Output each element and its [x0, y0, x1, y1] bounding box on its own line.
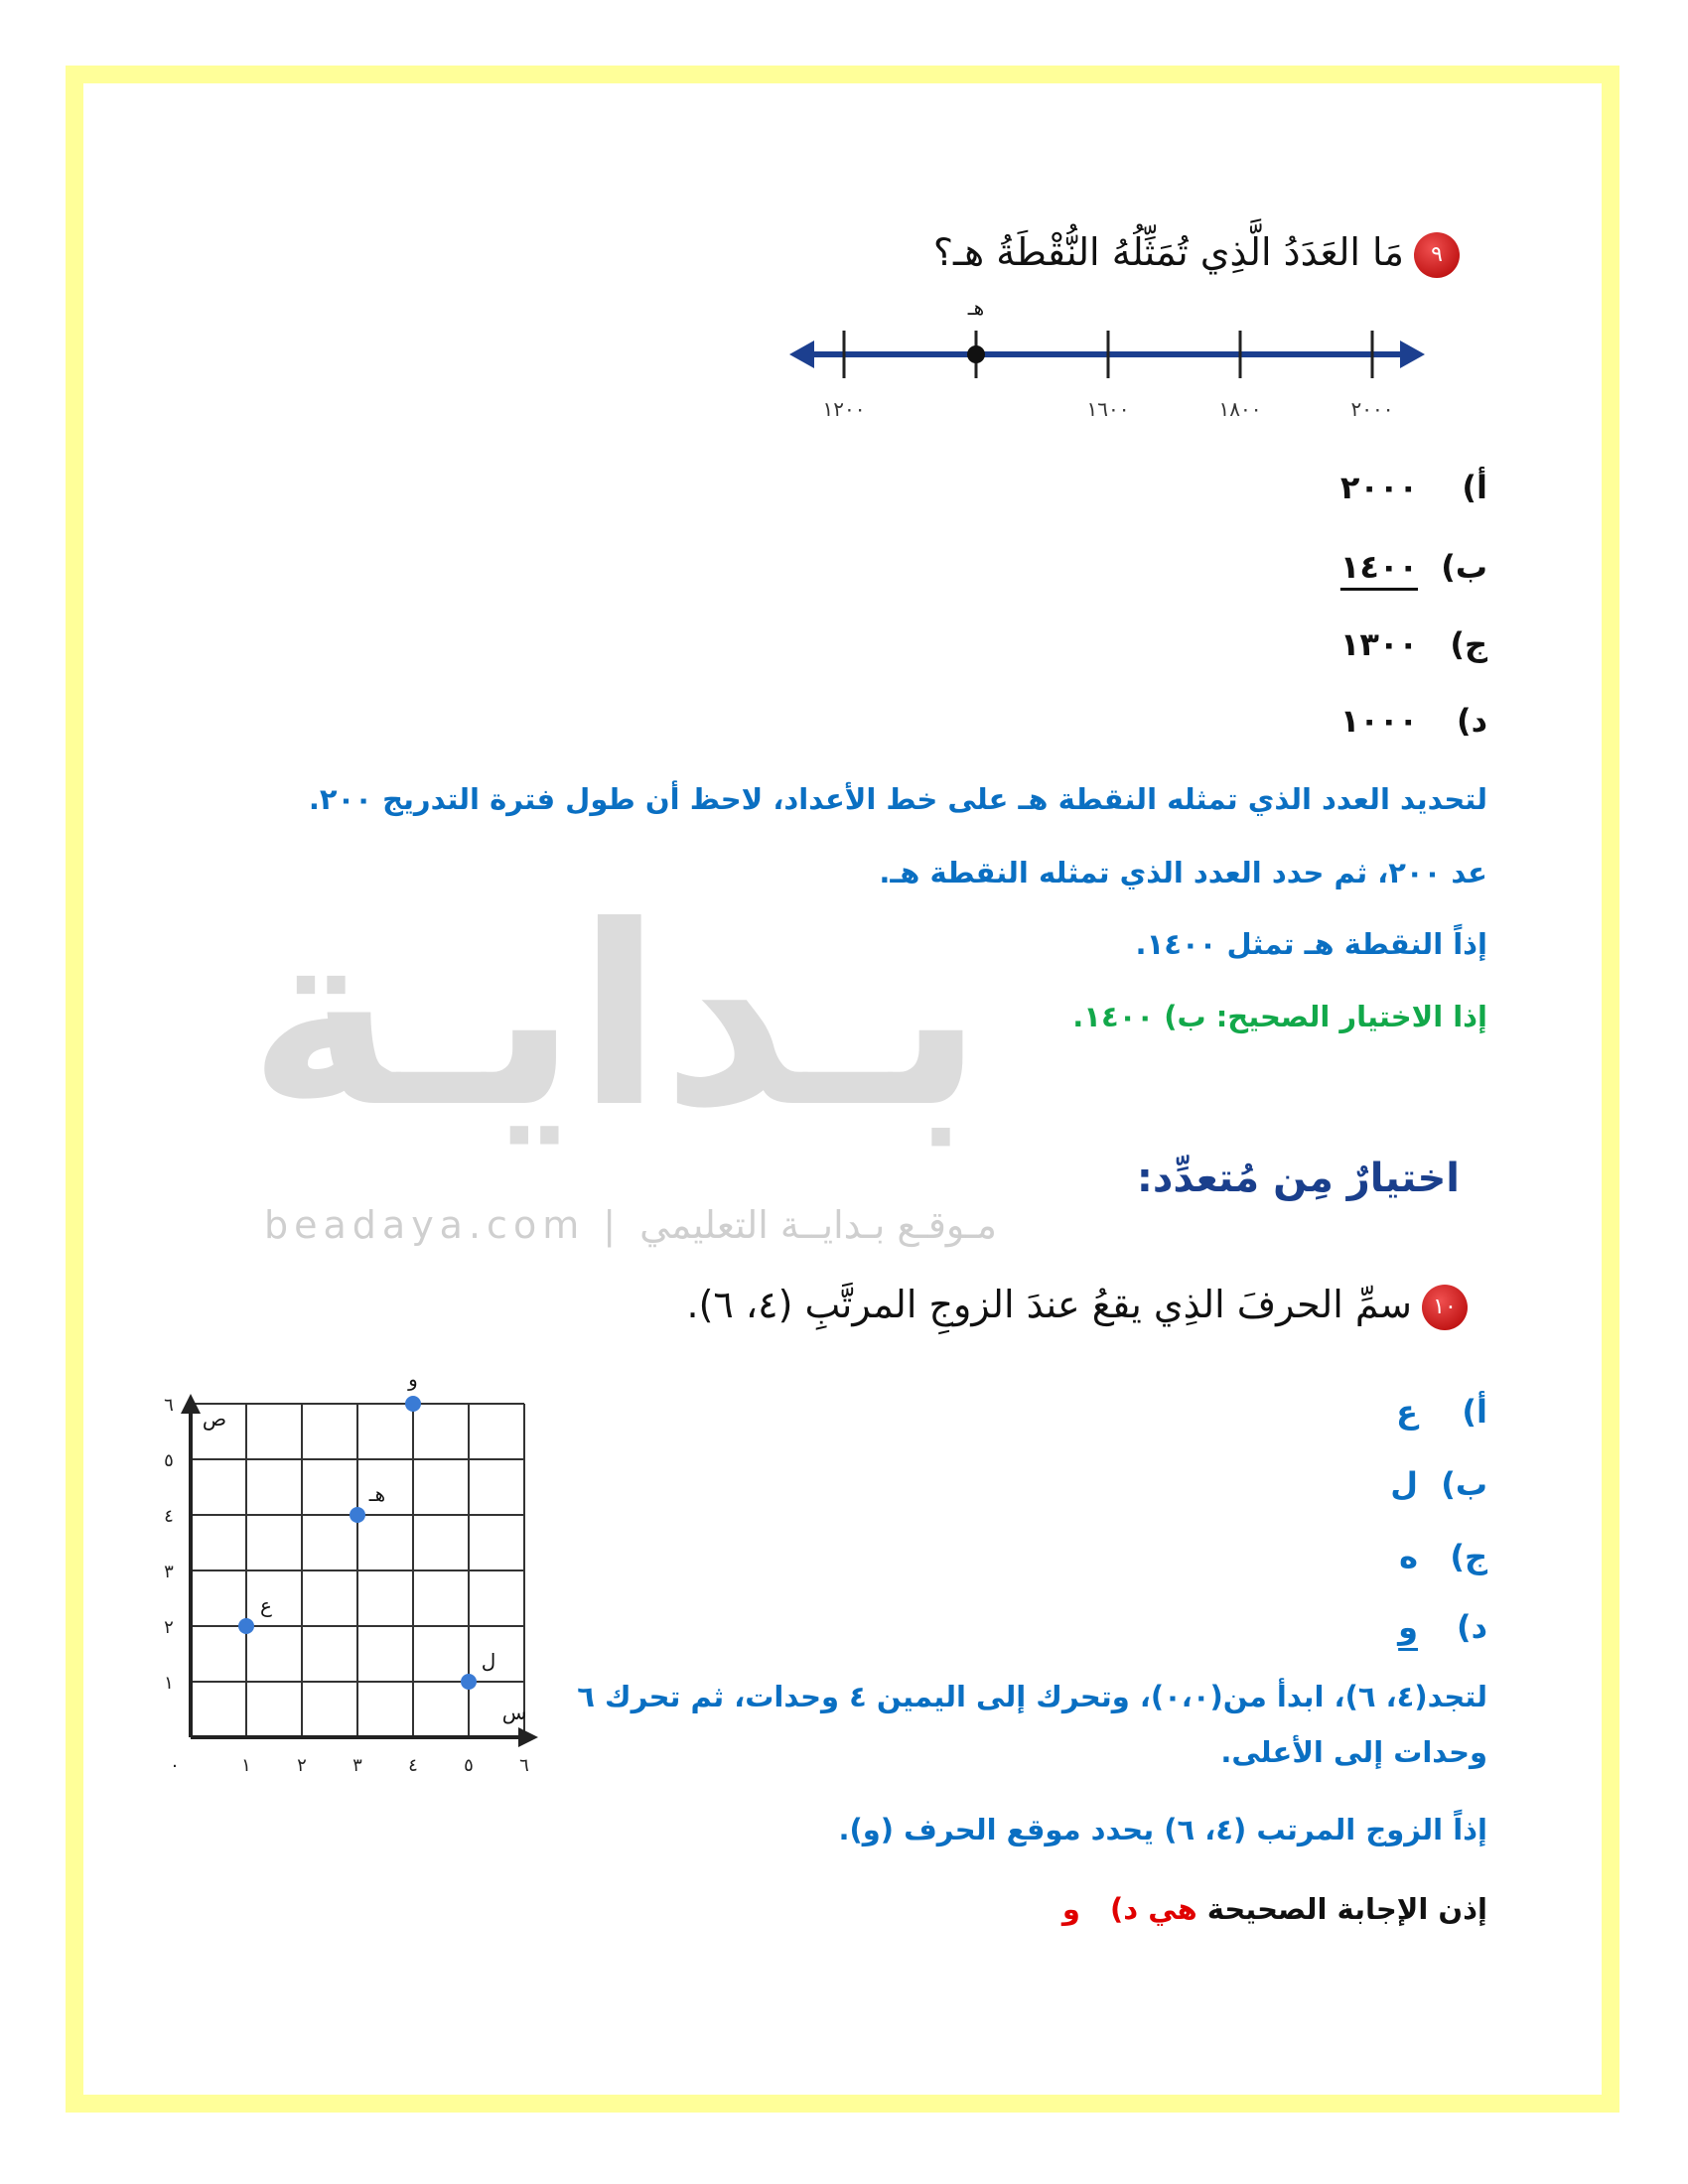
x-arrow-icon [518, 1727, 538, 1747]
option-letter: د) [1456, 1608, 1487, 1646]
watermark-logo: بـدايـة [248, 873, 984, 1161]
x-tick-label: ٥ [464, 1755, 474, 1776]
explanation-line: عد ٢٠٠، ثم حدد العدد الذي تمثله النقطة هـ. [879, 856, 1487, 889]
grid-point [461, 1674, 477, 1690]
explanation-line: إذاً النقطة هـ تمثل ١٤٠٠. [1135, 927, 1487, 961]
y-tick-label: ٦ [164, 1395, 174, 1416]
option-value: ٢٠٠٠ [1339, 469, 1418, 506]
number-line [784, 288, 1430, 437]
final-answer-value: و [1061, 1892, 1080, 1926]
section-header: اختيارٌ مِن مُتعدِّد: [1136, 1156, 1460, 1201]
final-answer-letter: د) [1109, 1892, 1139, 1926]
option-value: ١٤٠٠ [1339, 548, 1418, 586]
point-marker [967, 345, 985, 363]
x-tick-label: ٠ [170, 1755, 180, 1776]
y-tick-label: ١ [164, 1673, 174, 1694]
grid-point-label: ع [260, 1593, 272, 1617]
option-letter: أ) [1462, 469, 1487, 506]
x-axis-label: س [501, 1701, 527, 1724]
question-10 [686, 1283, 1468, 1330]
option-value: ع [1396, 1393, 1418, 1431]
grid-point-label: هـ [368, 1482, 386, 1506]
option-value: ١٠٠٠ [1339, 702, 1418, 740]
x-tick-label: ٤ [408, 1755, 418, 1776]
explanation-line: وحدات إلى الأعلى. [1220, 1735, 1487, 1769]
explanation-line: إذاً الزوج المرتب (٤، ٦) يحدد موقع الحرف (و). [838, 1813, 1487, 1846]
y-tick-label: ٢ [164, 1617, 174, 1638]
explanation-line: لتجد(٤، ٦)، ابدأ من(٠،٠)، وتحرك إلى اليمين ٤ وحدات، ثم تحرك ٦ [577, 1680, 1487, 1713]
grid-point [350, 1507, 365, 1523]
x-tick-label: ٦ [519, 1755, 529, 1776]
option-4 [1340, 702, 1487, 740]
answer-line: إذا الاختيار الصحيح: ب) ١٤٠٠. [1072, 1000, 1487, 1033]
option-letter: د) [1456, 702, 1487, 740]
option-letter: ج) [1450, 1538, 1487, 1575]
tick-label: ١٦٠٠ [1086, 397, 1130, 421]
left-arrow-icon [789, 341, 814, 368]
y-tick-label: ٤ [164, 1506, 174, 1527]
option-letter: ب) [1441, 548, 1487, 586]
tick-label: ١٢٠٠ [822, 397, 866, 421]
option-letter: أ) [1462, 1393, 1487, 1431]
question-9 [933, 230, 1460, 278]
grid-point [405, 1396, 421, 1412]
x-tick-label: ١ [241, 1755, 251, 1776]
tick-label: ٢٠٠٠ [1350, 397, 1394, 421]
option-2 [1390, 1465, 1487, 1503]
option-3 [1340, 625, 1487, 663]
final-answer-is: هي [1148, 1892, 1197, 1926]
option-1 [1396, 1393, 1487, 1431]
option-2 [1340, 548, 1487, 586]
option-4 [1398, 1608, 1487, 1646]
grid-point [238, 1618, 254, 1634]
option-letter: ب) [1441, 1465, 1487, 1503]
x-tick-label: ٢ [297, 1755, 307, 1776]
question-text: مَا العَدَدُ الَّذِي تُمَثِّلُهُ النُّقْطَةُ هـ؟ [932, 230, 1404, 274]
option-letter: ج) [1450, 625, 1487, 663]
option-3 [1399, 1538, 1487, 1575]
y-tick-label: ٣ [164, 1562, 174, 1582]
point-label: هـ [967, 296, 985, 320]
option-value: ١٣٠٠ [1339, 625, 1418, 663]
coordinate-grid [149, 1360, 546, 1777]
grid-point-label: ل [481, 1649, 496, 1673]
watermark-site: beadaya.com | مـوقـع بـدايــة التعليمي [264, 1203, 998, 1247]
option-value: ه [1399, 1538, 1418, 1575]
y-tick-label: ٥ [164, 1450, 174, 1471]
right-arrow-icon [1400, 341, 1425, 368]
option-value: و [1398, 1608, 1418, 1646]
grid-point-label: و [408, 1367, 418, 1391]
explanation-line: لتحديد العدد الذي تمثله النقطة هـ على خط الأعداد، لاحظ أن طول فترة التدريج ٢٠٠. [308, 782, 1487, 816]
final-answer-prefix: إذن الإجابة الصحيحة [1206, 1892, 1487, 1926]
x-tick-label: ٣ [352, 1755, 362, 1776]
option-1 [1340, 469, 1487, 506]
y-axis-label: ص [202, 1407, 227, 1431]
question-text: سمِّ الحرفَ الذِي يقعُ عندَ الزوجِ المرتَّبِ (٤، ٦). [686, 1283, 1412, 1326]
question-number-badge: ٩ [1414, 232, 1460, 278]
tick-label: ١٨٠٠ [1218, 397, 1262, 421]
question-number-badge: ١٠ [1422, 1285, 1468, 1330]
option-value: ل [1390, 1465, 1418, 1503]
final-answer [1062, 1892, 1487, 1926]
